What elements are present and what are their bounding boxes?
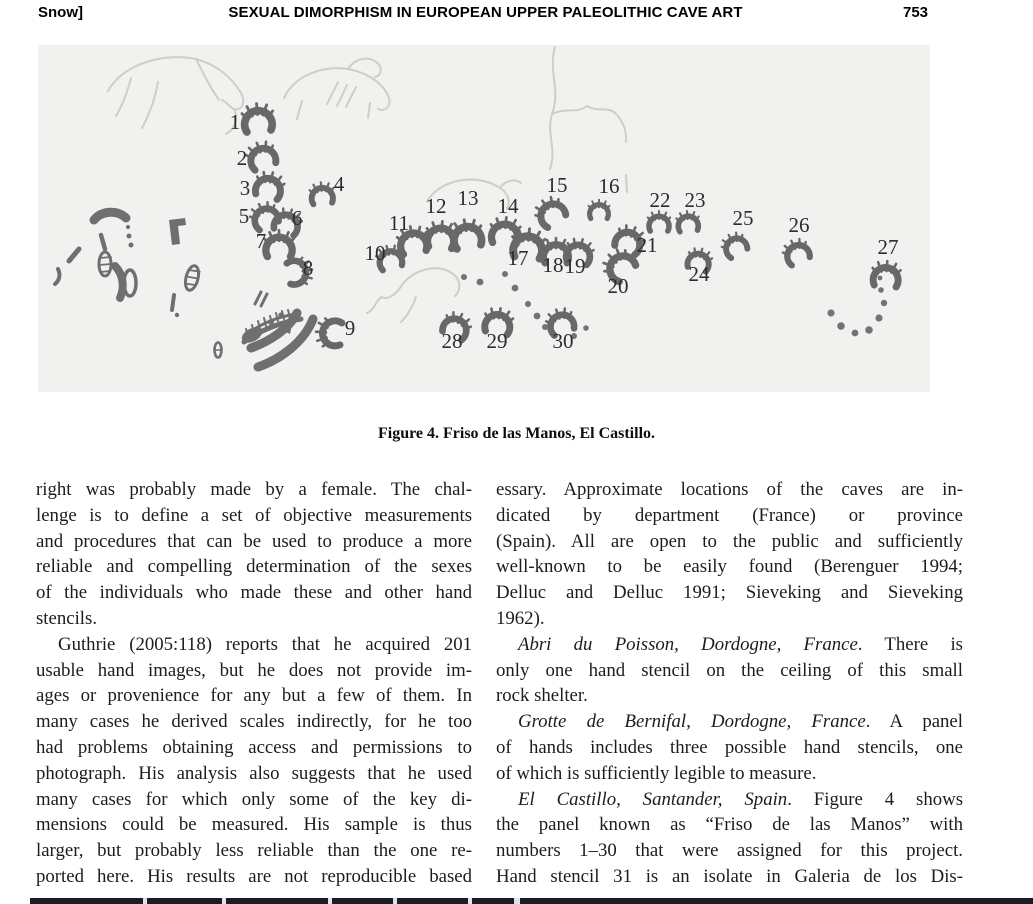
text-line (36, 632, 472, 658)
text-line (36, 580, 472, 606)
body-text: only one hand stencil on the ceiling of this small (496, 659, 963, 681)
hand-number-16: 16 (598, 174, 620, 198)
page-number: 753 (903, 4, 929, 21)
site-name-italic: Grotte de Bernifal, Dordogne, France (518, 711, 866, 733)
text-line (36, 812, 472, 838)
text-line (36, 761, 472, 787)
text-line (496, 658, 963, 684)
hand-number-23: 23 (684, 188, 706, 212)
right-text-column (496, 477, 963, 890)
text-line (36, 554, 472, 580)
hand-number-11: 11 (388, 211, 410, 235)
hand-stencil-15 (531, 193, 568, 230)
running-head-author: Snow] (38, 4, 83, 21)
text-line (496, 864, 963, 890)
body-text: numbers 1–30 that were assigned for this project. (496, 840, 963, 862)
text-line (496, 787, 963, 813)
text-line (496, 503, 963, 529)
text-line (496, 838, 963, 864)
text-line (36, 606, 472, 632)
text-line (496, 580, 963, 606)
body-text: photograph. His analysis also suggests that he used (36, 762, 472, 784)
body-text: ages or provenience for any but a few of them. In (36, 685, 472, 707)
body-text: Delluc and Delluc 1991; Sieveking and Sieveking (496, 582, 963, 604)
left-text-column (36, 477, 472, 890)
hand-stencil-9 (315, 318, 342, 348)
body-text: reliable and compelling determination of the sexes (36, 556, 472, 578)
hand-number-18: 18 (542, 253, 564, 277)
body-text: lenge is to define a set of objective measurements (36, 504, 472, 526)
text-line (36, 838, 472, 864)
text-line (496, 761, 963, 787)
cut-line-gap (393, 898, 397, 904)
text-line (36, 477, 472, 503)
cut-line-gap (143, 898, 147, 904)
body-text: . There is (857, 633, 963, 655)
cut-line-gap (514, 898, 520, 904)
text-line (36, 683, 472, 709)
hand-number-12: 12 (425, 194, 447, 218)
text-line (496, 606, 963, 632)
body-text: many cases for which only some of the key di- (36, 788, 472, 810)
hand-number-4: 4 (333, 172, 345, 196)
hand-number-15: 15 (546, 173, 568, 197)
body-text: the panel known as “Friso de las Manos” with (496, 814, 963, 836)
text-line (36, 709, 472, 735)
text-line (36, 787, 472, 813)
hand-number-27: 27 (877, 235, 899, 259)
text-line (36, 529, 472, 555)
text-line (496, 709, 963, 735)
body-text: well-known to be easily found (Berenguer 1994; (496, 556, 963, 578)
hand-stencil-7 (264, 230, 293, 256)
cut-line-gap (328, 898, 332, 904)
site-name-italic: El Castillo, Santander, Spain (518, 788, 788, 810)
hand-stencil-23 (676, 210, 700, 232)
body-text: dicated by department (France) or province (496, 504, 963, 526)
hand-number-7: 7 (255, 229, 267, 253)
hand-number-13: 13 (457, 186, 479, 210)
dot-marks (461, 271, 887, 339)
figure-caption: Figure 4. Friso de las Manos, El Castillo. (377, 425, 656, 442)
hand-stencil-26 (780, 235, 812, 266)
running-head-title: SEXUAL DIMORPHISM IN EUROPEAN UPPER PALEOLITHIC CAVE ART (228, 4, 743, 21)
hand-stencil-13 (449, 217, 484, 249)
hand-number-2: 2 (236, 146, 248, 170)
hand-number-10: 10 (364, 241, 386, 265)
hand-number-29: 29 (486, 329, 508, 353)
hand-number-5: 5 (238, 204, 250, 228)
hand-stencil-1 (241, 102, 274, 132)
text-line (36, 503, 472, 529)
text-line (496, 735, 963, 761)
hand-number-28: 28 (441, 329, 463, 353)
hand-number-19: 19 (564, 254, 586, 278)
body-text: and procedures that can be used to produce a more (36, 530, 472, 552)
hand-stencil-3 (253, 169, 287, 200)
site-name-italic: Abri du Poisson, Dordogne, France (518, 633, 858, 655)
hand-number-22: 22 (649, 188, 671, 212)
hand-number-14: 14 (497, 194, 519, 218)
hand-number-26: 26 (788, 213, 810, 237)
body-text: mensions could be measured. His sample is thus (36, 814, 472, 836)
body-text: 1962). (496, 607, 545, 629)
body-text: right was probably made by a female. The chal- (36, 479, 472, 500)
hand-stencil-22 (648, 211, 670, 231)
text-line (36, 735, 472, 761)
body-text: usable hand images, but he does not provide im- (36, 659, 472, 681)
body-text: had problems obtaining access and permissions to (36, 736, 472, 758)
text-line (496, 812, 963, 838)
hand-stencil-27 (871, 260, 901, 287)
body-text: rock shelter. (496, 685, 588, 707)
body-text: of the individuals who made these and other hand (36, 582, 472, 604)
page-bottom-cut-line (30, 898, 1033, 904)
figure-image (38, 45, 930, 392)
text-line (496, 554, 963, 580)
hand-stencil-2 (244, 138, 279, 171)
hand-stencil-4 (309, 181, 335, 204)
hand-number-8: 8 (302, 256, 314, 280)
hand-number-1: 1 (229, 110, 241, 134)
figure-4-friso-de-las-manos (38, 45, 930, 392)
hand-number-30: 30 (552, 329, 574, 353)
body-text: of hands includes three possible hand stencils, one (496, 736, 963, 758)
hand-number-25: 25 (732, 206, 754, 230)
text-line (496, 632, 963, 658)
text-line (36, 658, 472, 684)
hand-number-6: 6 (291, 206, 303, 230)
cut-line-gap (468, 898, 472, 904)
body-text: of which is sufficiently legible to measure. (496, 762, 817, 784)
hand-number-3: 3 (239, 176, 251, 200)
body-text: . Figure 4 shows (787, 788, 963, 810)
hand-number-24: 24 (688, 262, 710, 286)
text-line (36, 864, 472, 890)
text-line (496, 529, 963, 555)
body-text: (Spain). All are open to the public and sufficiently (496, 530, 963, 552)
body-text: stencils. (36, 607, 98, 629)
text-line (496, 477, 963, 503)
body-text: larger, but probably less reliable than the one re- (36, 840, 472, 862)
hand-number-9: 9 (344, 316, 356, 340)
body-text: Guthrie (2005:118) reports that he acquired 201 (58, 633, 472, 655)
body-text: ported here. His results are not reproducible based (36, 865, 472, 887)
body-text: many cases he derived scales indirectly, for he too (36, 711, 472, 733)
hand-stencil-16 (589, 200, 610, 219)
hand-stencil-25 (718, 229, 749, 259)
cut-line-gap (222, 898, 226, 904)
hand-number-21: 21 (636, 233, 658, 257)
body-text: essary. Approximate locations of the caves are in- (496, 479, 963, 500)
body-text: Hand stencil 31 is an isolate in Galeria de los Dis- (496, 865, 963, 887)
hand-number-17: 17 (507, 246, 529, 270)
body-text: . A panel (865, 711, 963, 733)
hand-number-20: 20 (607, 274, 629, 298)
text-line (496, 683, 963, 709)
